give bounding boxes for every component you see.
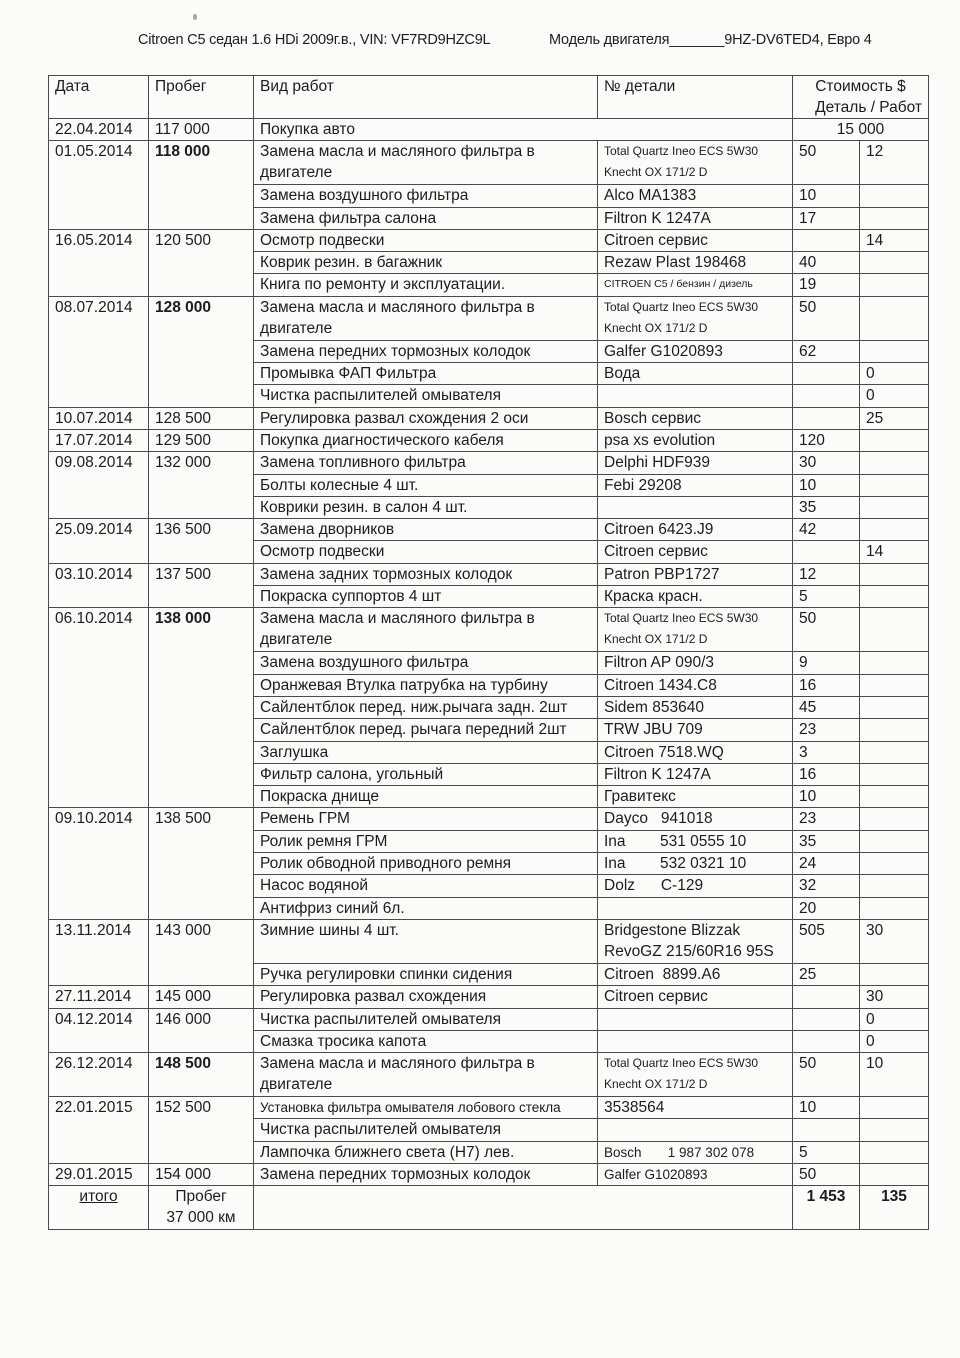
date-cell: 08.07.2014	[49, 296, 149, 407]
work-cell: Замена фильтра салона	[254, 207, 598, 229]
work-cell: Замена передних тормозных колодок	[254, 1163, 598, 1185]
part-cell: Ina 532 0321 10	[598, 853, 793, 875]
mileage-cell: 117 000	[149, 119, 254, 141]
part-cost-cell: 25	[793, 963, 860, 985]
mileage-cell: 118 000	[149, 141, 254, 230]
labor-cost-cell	[860, 563, 929, 585]
part-cell: Краска красн.	[598, 586, 793, 608]
work-cell: Замена масла и масляного фильтра в двигателе	[254, 1053, 598, 1097]
labor-cost-cell	[860, 830, 929, 852]
labor-cost-cell	[860, 185, 929, 207]
labor-cost-cell: 0	[860, 385, 929, 407]
part-cell: Filtron K 1247A	[598, 207, 793, 229]
part-cost-cell: 5	[793, 1141, 860, 1163]
part-cell: TRW JBU 709	[598, 719, 793, 741]
work-cell: Чистка распылителей омывателя	[254, 385, 598, 407]
part-cell	[598, 385, 793, 407]
part-cost-cell: 50	[793, 1163, 860, 1185]
part-cost-cell: 50	[793, 1053, 860, 1097]
engine-info: Модель двигателя_______9HZ-DV6TED4, Евро 4	[549, 32, 872, 48]
part-cell	[598, 897, 793, 919]
part-cell: Total Quartz Ineo ECS 5W30 Knecht OX 171/2 D	[598, 141, 793, 185]
labor-cost-cell	[860, 875, 929, 897]
date-cell: 09.08.2014	[49, 452, 149, 519]
labor-cost-cell	[860, 340, 929, 362]
labor-cost-cell: 0	[860, 1030, 929, 1052]
part-cell: Bosch сервис	[598, 407, 793, 429]
mileage-cell: 143 000	[149, 919, 254, 985]
table-row	[49, 608, 929, 652]
date-cell: 22.01.2015	[49, 1097, 149, 1164]
mileage-cell: 137 500	[149, 563, 254, 608]
work-cell: Покупка диагностического кабеля	[254, 429, 598, 451]
work-cell: Замена масла и масляного фильтра в двигателе	[254, 608, 598, 652]
part-cell: Filtron K 1247A	[598, 763, 793, 785]
date-cell: 13.11.2014	[49, 919, 149, 985]
part-cell: Alco MA1383	[598, 185, 793, 207]
labor-cost-cell	[860, 786, 929, 808]
labor-cost-cell: 14	[860, 541, 929, 563]
mileage-cell: 132 000	[149, 452, 254, 519]
labor-cost-cell: 12	[860, 141, 929, 185]
part-cell: Bridgestone Blizzak RevoGZ 215/60R16 95S	[598, 919, 793, 963]
labor-cost-cell	[860, 897, 929, 919]
part-cell: Total Quartz Ineo ECS 5W30 Knecht OX 171/2 D	[598, 1053, 793, 1097]
work-cell: Чистка распылителей омывателя	[254, 1008, 598, 1030]
part-cell: Galfer G1020893	[598, 1163, 793, 1185]
work-cell: Регулировка развал схождения 2 оси	[254, 407, 598, 429]
vehicle-info: Citroen C5 седан 1.6 HDi 2009г.в., VIN: VF7RD9HZC9L	[138, 32, 491, 48]
work-cell: Осмотр подвески	[254, 229, 598, 251]
table-row	[49, 452, 929, 474]
table-row	[49, 1097, 929, 1119]
labor-cost-cell	[860, 207, 929, 229]
work-cell: Осмотр подвески	[254, 541, 598, 563]
work-cell: Замена топливного фильтра	[254, 452, 598, 474]
totals-label: итого	[49, 1186, 149, 1230]
part-cost-cell: 20	[793, 897, 860, 919]
table-row	[49, 986, 929, 1008]
part-cell: Гравитекс	[598, 786, 793, 808]
labor-cost-cell	[860, 496, 929, 518]
work-cell: Ролик ремня ГРМ	[254, 830, 598, 852]
work-cell: Смазка тросика капота	[254, 1030, 598, 1052]
table-row	[49, 919, 929, 963]
work-cell: Лампочка ближнего света (H7) лев.	[254, 1141, 598, 1163]
part-cell: Citroen 7518.WQ	[598, 741, 793, 763]
part-cost-cell: 30	[793, 452, 860, 474]
work-cell: Ремень ГРМ	[254, 808, 598, 830]
date-cell: 29.01.2015	[49, 1163, 149, 1185]
mileage-cell: 148 500	[149, 1053, 254, 1097]
labor-cost-cell	[860, 1163, 929, 1185]
part-cost-cell	[793, 1030, 860, 1052]
part-cost-cell: 50	[793, 141, 860, 185]
work-cell: Замена воздушного фильтра	[254, 185, 598, 207]
table-row	[49, 407, 929, 429]
part-cell: Citroen сервис	[598, 229, 793, 251]
date-cell: 09.10.2014	[49, 808, 149, 919]
part-cell	[598, 1030, 793, 1052]
header-date: Дата	[49, 76, 149, 119]
part-cell	[598, 1008, 793, 1030]
work-cell: Антифриз синий 6л.	[254, 897, 598, 919]
work-cell: Замена воздушного фильтра	[254, 652, 598, 674]
table-row	[49, 563, 929, 585]
labor-cost-cell	[860, 652, 929, 674]
work-cell: Болты колесные 4 шт.	[254, 474, 598, 496]
part-cost-cell	[793, 407, 860, 429]
part-cost-cell: 5	[793, 586, 860, 608]
mileage-cell: 128 000	[149, 296, 254, 407]
total-mileage-cell: Пробег 37 000 км	[149, 1186, 254, 1230]
work-cell: Замена передних тормозных колодок	[254, 340, 598, 362]
part-cell: Patron PBP1727	[598, 563, 793, 585]
part-cost-cell: 35	[793, 496, 860, 518]
labor-cost-cell	[860, 1141, 929, 1163]
date-cell: 27.11.2014	[49, 986, 149, 1008]
parts-total: 1 453	[793, 1186, 860, 1230]
part-cost-cell	[793, 986, 860, 1008]
work-cell: Сайлентблок перед. рычага передний 2шт	[254, 719, 598, 741]
work-cell: Покраска суппортов 4 шт	[254, 586, 598, 608]
part-cost-cell: 10	[793, 1097, 860, 1119]
labor-cost-cell: 25	[860, 407, 929, 429]
table-row	[49, 1053, 929, 1097]
header-cost-title: Стоимость $	[815, 78, 906, 95]
work-cell: Промывка ФАП Фильтра	[254, 363, 598, 385]
part-cell: Bosch 1 987 302 078	[598, 1141, 793, 1163]
labor-cost-cell	[860, 963, 929, 985]
part-cell: psa xs evolution	[598, 429, 793, 451]
table-row	[49, 296, 929, 340]
labor-cost-cell	[860, 719, 929, 741]
labor-cost-cell	[860, 474, 929, 496]
part-cost-cell: 45	[793, 696, 860, 718]
part-cost-cell	[793, 385, 860, 407]
table-row	[49, 1008, 929, 1030]
part-cost-cell	[793, 541, 860, 563]
part-cost-cell: 10	[793, 474, 860, 496]
part-cost-cell: 12	[793, 563, 860, 585]
work-cell: Замена дворников	[254, 519, 598, 541]
mileage-cell: 152 500	[149, 1097, 254, 1164]
part-cell: Total Quartz Ineo ECS 5W30 Knecht OX 171/2 D	[598, 296, 793, 340]
labor-cost-cell	[860, 1097, 929, 1119]
part-cell	[598, 1119, 793, 1141]
part-cell: Febi 29208	[598, 474, 793, 496]
part-cell: Citroen 8899.A6	[598, 963, 793, 985]
labor-cost-cell: 14	[860, 229, 929, 251]
labor-cost-cell: 30	[860, 919, 929, 963]
mileage-cell: 146 000	[149, 1008, 254, 1053]
part-cost-cell: 23	[793, 719, 860, 741]
table-row	[49, 1163, 929, 1185]
part-cost-cell	[793, 1008, 860, 1030]
work-cell: Покупка авто	[254, 119, 793, 141]
mileage-cell: 120 500	[149, 229, 254, 296]
work-cell: Книга по ремонту и эксплуатации.	[254, 274, 598, 296]
part-cost-cell: 9	[793, 652, 860, 674]
labor-cost-cell	[860, 1119, 929, 1141]
table-row	[49, 141, 929, 185]
part-cost-cell: 120	[793, 429, 860, 451]
date-cell: 16.05.2014	[49, 229, 149, 296]
totals-empty-cell	[254, 1186, 793, 1230]
part-cell: Sidem 853640	[598, 696, 793, 718]
mileage-cell: 138 000	[149, 608, 254, 808]
labor-cost-cell	[860, 519, 929, 541]
service-log-table	[48, 75, 929, 1230]
labor-cost-cell	[860, 741, 929, 763]
labor-cost-cell	[860, 608, 929, 652]
work-cell: Оранжевая Втулка патрубка на турбину	[254, 674, 598, 696]
part-cell: Citroen 1434.C8	[598, 674, 793, 696]
labor-cost-cell	[860, 586, 929, 608]
part-cost-cell: 62	[793, 340, 860, 362]
part-cell: Citroen сервис	[598, 541, 793, 563]
work-cell: Покраска днище	[254, 786, 598, 808]
mileage-cell: 128 500	[149, 407, 254, 429]
labor-cost-cell	[860, 808, 929, 830]
labor-cost-cell	[860, 429, 929, 451]
part-cost-cell	[793, 1119, 860, 1141]
date-cell: 01.05.2014	[49, 141, 149, 230]
date-cell: 22.04.2014	[49, 119, 149, 141]
part-cell: Citroen сервис	[598, 986, 793, 1008]
date-cell: 04.12.2014	[49, 1008, 149, 1053]
part-cost-cell: 16	[793, 763, 860, 785]
labor-cost-cell: 10	[860, 1053, 929, 1097]
labor-cost-cell: 0	[860, 1008, 929, 1030]
part-cost-cell: 17	[793, 207, 860, 229]
work-cell: Зимние шины 4 шт.	[254, 919, 598, 963]
header-part-no: № детали	[598, 76, 793, 119]
part-cost-cell: 35	[793, 830, 860, 852]
labor-cost-cell	[860, 296, 929, 340]
table-row	[49, 119, 929, 141]
part-cost-cell: 42	[793, 519, 860, 541]
part-cost-cell	[793, 229, 860, 251]
part-cost-cell: 19	[793, 274, 860, 296]
part-cell: Ina 531 0555 10	[598, 830, 793, 852]
part-cost-cell: 24	[793, 853, 860, 875]
work-cell: Замена масла и масляного фильтра в двигателе	[254, 141, 598, 185]
part-cost-cell: 40	[793, 252, 860, 274]
mileage-cell: 145 000	[149, 986, 254, 1008]
date-cell: 06.10.2014	[49, 608, 149, 808]
part-cost-cell: 23	[793, 808, 860, 830]
work-cell: Замена задних тормозных колодок	[254, 563, 598, 585]
work-cell: Заглушка	[254, 741, 598, 763]
date-cell: 17.07.2014	[49, 429, 149, 451]
header-cost	[793, 76, 929, 119]
table-header-row	[49, 76, 929, 119]
total-cost-cell: 15 000	[793, 119, 929, 141]
part-cell: Dayco 941018	[598, 808, 793, 830]
labor-cost-cell	[860, 674, 929, 696]
work-cell: Коврик резин. в багажник	[254, 252, 598, 274]
part-cost-cell: 50	[793, 296, 860, 340]
work-cell: Ролик обводной приводного ремня	[254, 853, 598, 875]
part-cell: Citroen 6423.J9	[598, 519, 793, 541]
table-row	[49, 229, 929, 251]
part-cell: Delphi HDF939	[598, 452, 793, 474]
work-cell: Фильтр салона, угольный	[254, 763, 598, 785]
labor-cost-cell	[860, 252, 929, 274]
table-row	[49, 519, 929, 541]
part-cost-cell: 32	[793, 875, 860, 897]
date-cell: 26.12.2014	[49, 1053, 149, 1097]
table-row	[49, 808, 929, 830]
part-cell	[598, 496, 793, 518]
mileage-cell: 129 500	[149, 429, 254, 451]
work-cell: Замена масла и масляного фильтра в двигателе	[254, 296, 598, 340]
date-cell: 25.09.2014	[49, 519, 149, 564]
part-cost-cell: 3	[793, 741, 860, 763]
date-cell: 03.10.2014	[49, 563, 149, 608]
part-cost-cell: 505	[793, 919, 860, 963]
labor-cost-cell	[860, 274, 929, 296]
labor-cost-cell	[860, 452, 929, 474]
work-cell: Сайлентблок перед. ниж.рычага задн. 2шт	[254, 696, 598, 718]
labor-cost-cell	[860, 853, 929, 875]
labor-cost-cell: 0	[860, 363, 929, 385]
work-cell: Насос водяной	[254, 875, 598, 897]
part-cost-cell: 50	[793, 608, 860, 652]
part-cost-cell: 10	[793, 185, 860, 207]
part-cell: Rezaw Plast 198468	[598, 252, 793, 274]
mileage-cell: 136 500	[149, 519, 254, 564]
mileage-cell: 154 000	[149, 1163, 254, 1185]
totals-row	[49, 1186, 929, 1230]
work-cell: Установка фильтра омывателя лобового стекла	[254, 1097, 598, 1119]
work-cell: Коврики резин. в салон 4 шт.	[254, 496, 598, 518]
date-cell: 10.07.2014	[49, 407, 149, 429]
part-cell: Total Quartz Ineo ECS 5W30 Knecht OX 171/2 D	[598, 608, 793, 652]
work-cell: Чистка распылителей омывателя	[254, 1119, 598, 1141]
scan-speck	[193, 14, 197, 20]
part-cost-cell: 10	[793, 786, 860, 808]
header-work: Вид работ	[254, 76, 598, 119]
labor-cost-cell: 30	[860, 986, 929, 1008]
table-row	[49, 429, 929, 451]
labor-cost-cell	[860, 696, 929, 718]
header-cost-sub: Деталь / Работ	[815, 99, 923, 116]
part-cell: Filtron AP 090/3	[598, 652, 793, 674]
part-cost-cell: 16	[793, 674, 860, 696]
part-cell: 3538564	[598, 1097, 793, 1119]
header-mileage: Пробег	[149, 76, 254, 119]
mileage-cell: 138 500	[149, 808, 254, 919]
part-cost-cell	[793, 363, 860, 385]
part-cell: Dolz C-129	[598, 875, 793, 897]
work-cell: Регулировка развал схождения	[254, 986, 598, 1008]
labor-cost-cell	[860, 763, 929, 785]
part-cell: Вода	[598, 363, 793, 385]
part-cell: Galfer G1020893	[598, 340, 793, 362]
part-cell: CITROEN C5 / бензин / дизель	[598, 274, 793, 296]
work-cell: Ручка регулировки спинки сидения	[254, 963, 598, 985]
labor-total: 135	[860, 1186, 929, 1230]
